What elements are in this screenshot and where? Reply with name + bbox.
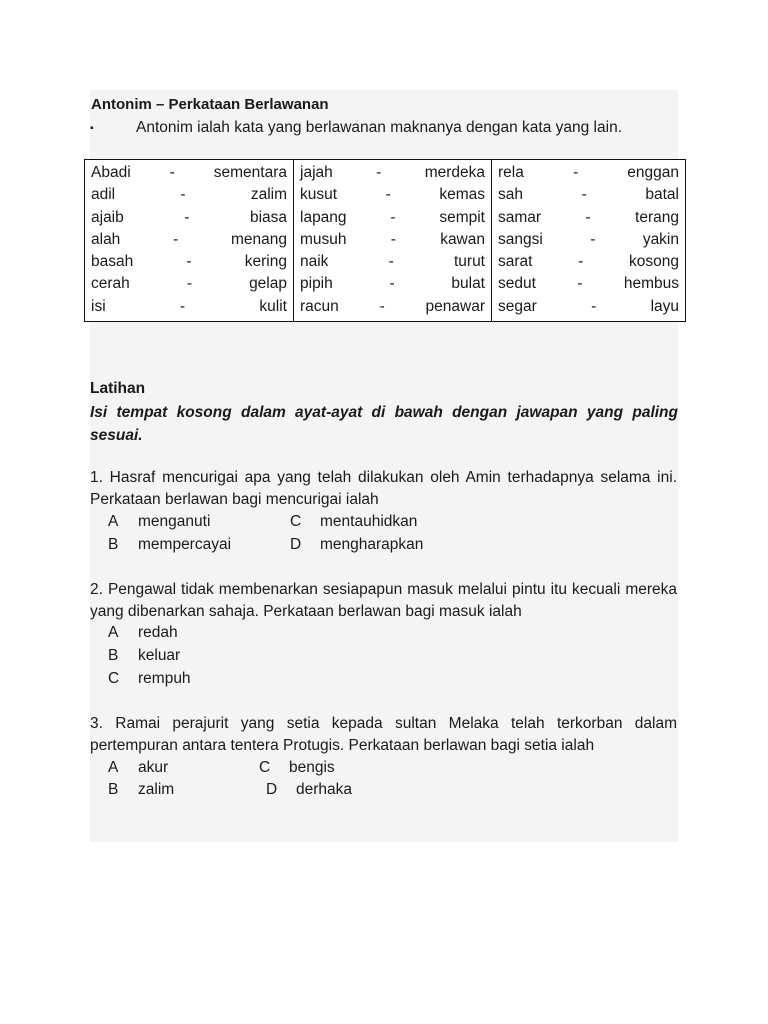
antonym-pair: cerah - gelap	[91, 275, 287, 293]
antonym-pair: alah - menang	[91, 230, 287, 248]
option-text: derhaka	[296, 781, 353, 798]
antonym-pair: pipih - bulat	[300, 275, 485, 293]
option-text: menganuti	[138, 513, 211, 530]
antonym-table	[84, 159, 686, 322]
antonym-pair: rela - enggan	[498, 164, 679, 181]
question-2-text: 2. Pengawal tidak membenarkan sesiapapun masuk melalui pintu itu kecuali mereka yang dibenarkan sahaja. Perkataan berlawan bagi masuk ialah	[90, 581, 677, 621]
option-letter: B	[108, 647, 119, 664]
antonym-column-2	[294, 160, 492, 322]
antonym-pair: Abadi - sementara	[91, 164, 287, 181]
antonym-pair: kusut - kemas	[300, 186, 485, 204]
antonym-pair: naik - turut	[300, 253, 485, 271]
antonym-pair: musuh - kawan	[300, 230, 485, 248]
option-letter: D	[266, 781, 278, 798]
antonym-pair: sah - batal	[498, 186, 679, 204]
option-letter: B	[108, 781, 119, 798]
exercise-instruction: Isi tempat kosong dalam ayat-ayat di bawah dengan jawapan yang paling sesuai.	[90, 404, 678, 444]
option-text: zalim	[138, 781, 175, 798]
option-text: mengharapkan	[320, 536, 424, 553]
page-title: Antonim – Perkataan Berlawanan	[91, 96, 329, 113]
antonym-pair: sedut - hembus	[498, 275, 679, 293]
question-3-text: 3. Ramai perajurit yang setia kepada sultan Melaka telah terkorban dalam pertempuran antara tentera Protugis. Perkataan berlawan bagi setia ialah	[90, 715, 677, 755]
bullet-icon: ▪	[90, 123, 94, 134]
antonym-pair: lapang - sempit	[300, 208, 485, 226]
option-letter: C	[108, 670, 120, 687]
antonym-pair: segar - layu	[498, 297, 679, 315]
antonym-pair: isi - kulit	[91, 297, 287, 315]
antonym-pair: ajaib - biasa	[91, 208, 287, 226]
option-text: akur	[138, 759, 169, 776]
antonym-pair: basah - kering	[91, 253, 287, 271]
option-text: rempuh	[138, 670, 191, 687]
antonym-pair: jajah - merdeka	[300, 164, 485, 181]
antonym-pair: sarat - kosong	[498, 253, 679, 271]
option-letter: A	[108, 513, 119, 530]
definition-text: Antonim ialah kata yang berlawanan maknanya dengan kata yang lain.	[136, 119, 622, 136]
option-letter: A	[108, 624, 119, 641]
option-text: mempercayai	[138, 536, 232, 553]
option-text: keluar	[138, 647, 181, 664]
option-letter: C	[290, 513, 302, 530]
option-text: bengis	[289, 759, 335, 776]
option-text: mentauhidkan	[320, 513, 418, 530]
antonym-pair: samar - terang	[498, 208, 679, 226]
option-letter: D	[290, 536, 302, 553]
antonym-column-3	[492, 160, 686, 322]
option-letter: A	[108, 759, 119, 776]
option-text: redah	[138, 624, 178, 641]
antonym-pair: racun - penawar	[300, 297, 485, 315]
option-letter: B	[108, 536, 119, 553]
antonym-column-1	[85, 160, 294, 322]
option-letter: C	[259, 759, 271, 776]
exercise-title: Latihan	[90, 380, 146, 397]
antonym-pair: adil - zalim	[91, 186, 287, 204]
question-1-text: 1. Hasraf mencurigai apa yang telah dilakukan oleh Amin terhadapnya selama ini. Perkataan berlawan bagi mencurigai ialah	[90, 469, 677, 509]
antonym-pair: sangsi - yakin	[498, 230, 679, 248]
